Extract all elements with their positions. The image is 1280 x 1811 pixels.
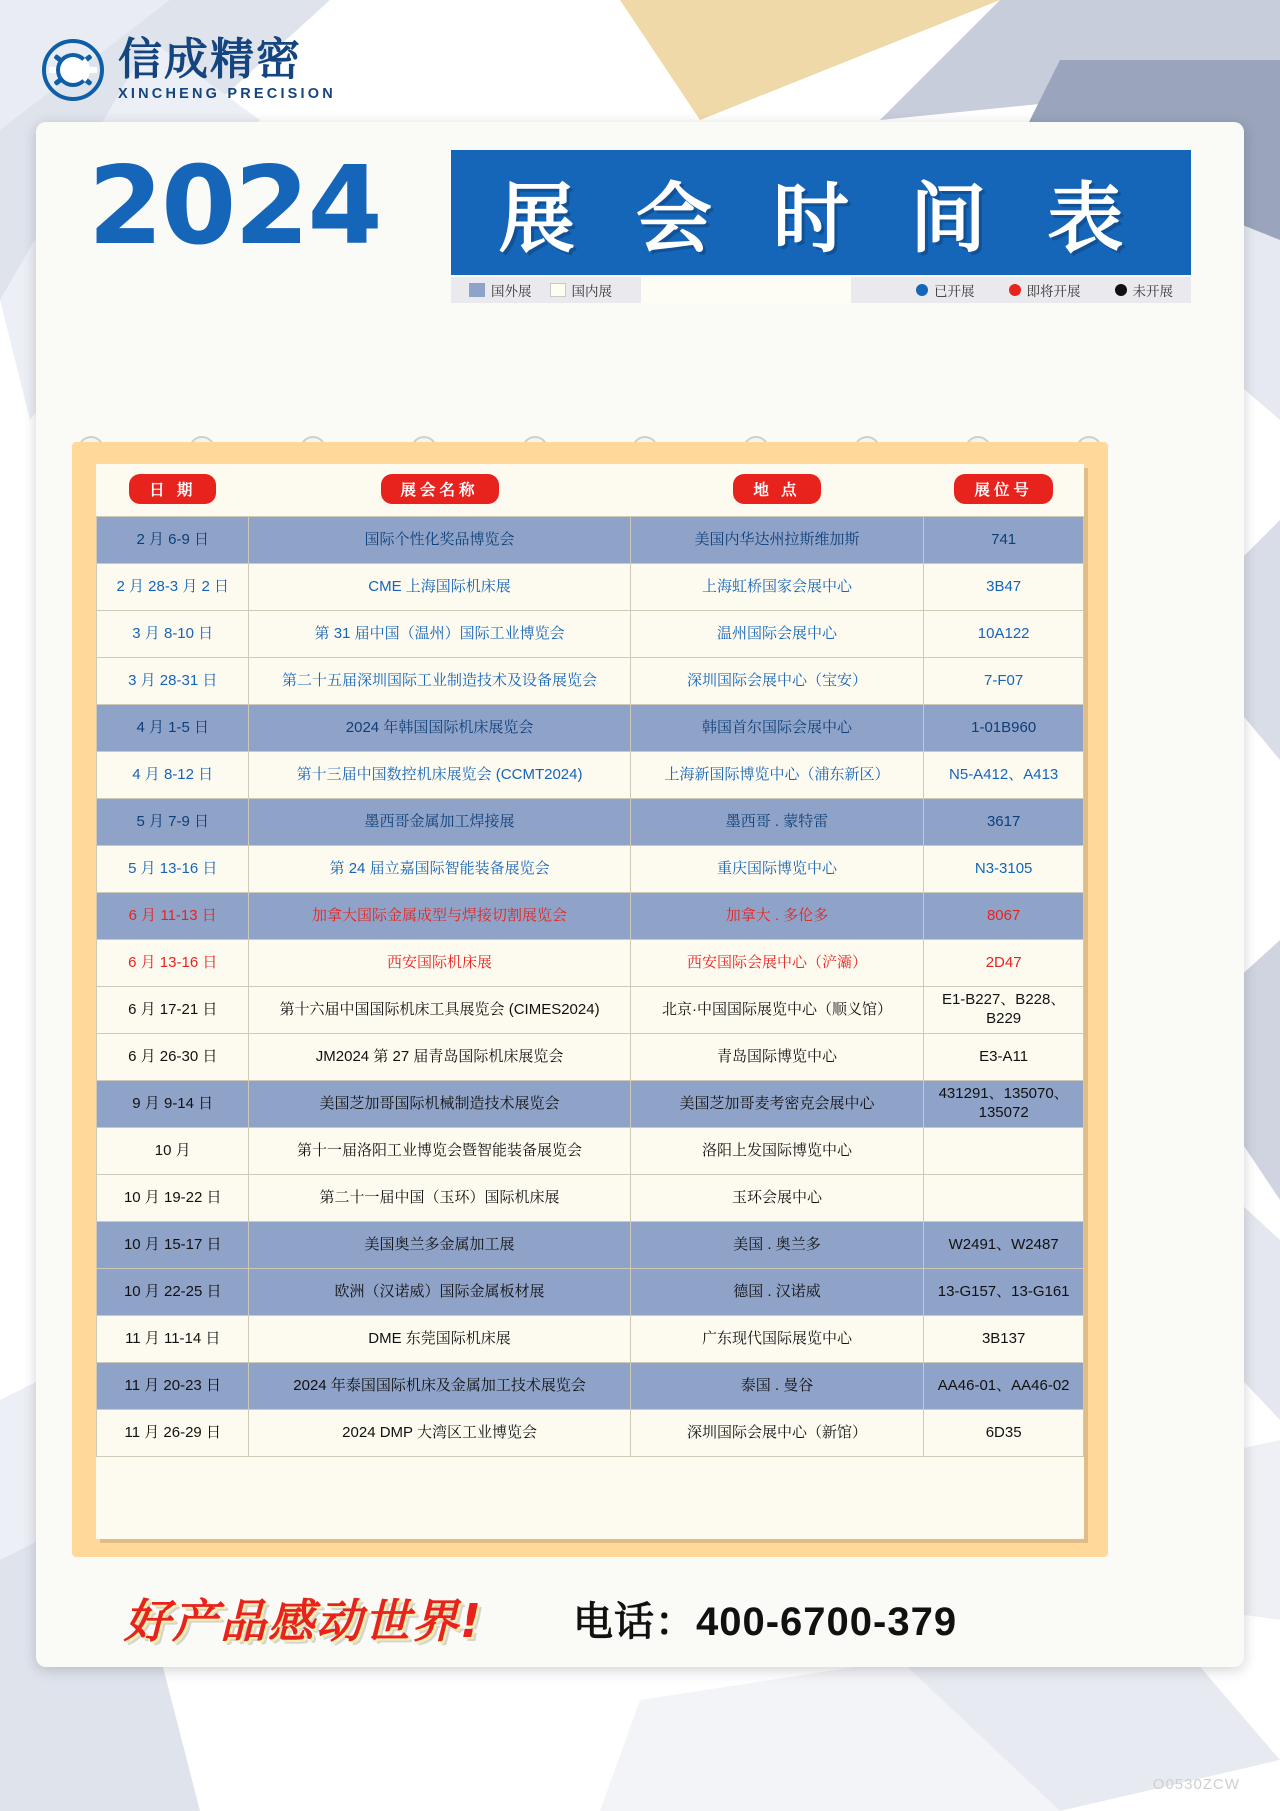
legend-domestic-label: 国内展 [571,284,612,299]
legend-foreign-swatch-icon [469,283,485,297]
exhibition-location: 西安国际会展中心（浐灞） [630,940,924,987]
exhibition-location: 上海新国际博览中心（浦东新区） [630,752,924,799]
exhibition-booth: E3-A11 [924,1034,1084,1081]
exhibition-location: 德国 . 汉诺威 [630,1269,924,1316]
exhibition-name: 美国奥兰多金属加工展 [249,1222,630,1269]
exhibition-date: 2 月 28-3 月 2 日 [97,564,249,611]
schedule-sheet [72,442,1108,1557]
exhibition-location: 泰国 . 曼谷 [630,1363,924,1410]
exhibition-name: 第十一届洛阳工业博览会暨智能装备展览会 [249,1128,630,1175]
exhibition-date: 5 月 13-16 日 [97,846,249,893]
exhibition-date: 9 月 9-14 日 [97,1081,249,1128]
exhibition-name: JM2024 第 27 届青岛国际机床展览会 [249,1034,630,1081]
exhibition-name: 2024 年泰国国际机床及金属加工技术展览会 [249,1363,630,1410]
exhibition-location: 美国内华达州拉斯维加斯 [630,517,924,564]
brand-name-en: XINCHENG PRECISION [118,86,336,102]
table-body [97,517,1084,1457]
table-row [97,1410,1084,1457]
exhibition-booth: AA46-01、AA46-02 [924,1363,1084,1410]
legend-notopened-dot-icon [1115,284,1127,296]
exhibition-date: 4 月 1-5 日 [97,705,249,752]
exhibition-name: 加拿大国际金属成型与焊接切割展览会 [249,893,630,940]
table-row [97,611,1084,658]
exhibition-name: 欧洲（汉诺威）国际金属板材展 [249,1269,630,1316]
exhibition-name: 墨西哥金属加工焊接展 [249,799,630,846]
exhibition-date: 10 月 [97,1128,249,1175]
column-header-date: 日 期 [97,464,249,517]
exhibition-booth: 10A122 [924,611,1084,658]
watermark: O0530ZCW [1152,1776,1240,1793]
table-row [97,1363,1084,1410]
table-row [97,1128,1084,1175]
legend-opened-dot-icon [916,284,928,296]
legend-opened-label: 已开展 [934,284,975,299]
schedule-sheet-inner [96,464,1084,1539]
exhibition-name: 第 24 届立嘉国际智能装备展览会 [249,846,630,893]
exhibition-booth: 1-01B960 [924,705,1084,752]
exhibition-name: 第十三届中国数控机床展览会 (CCMT2024) [249,752,630,799]
brand-logo [42,35,336,102]
exhibition-name: CME 上海国际机床展 [249,564,630,611]
poster-header [36,122,1244,302]
table-row [97,940,1084,987]
table-row [97,658,1084,705]
exhibition-name: 2024 年韩国国际机床展览会 [249,705,630,752]
exhibition-booth: 3617 [924,799,1084,846]
table-row [97,987,1084,1034]
table-row [97,705,1084,752]
exhibition-location: 深圳国际会展中心（新馆） [630,1410,924,1457]
poster-year: 2024 [88,144,381,269]
table-row [97,1081,1084,1128]
exhibition-name: 国际个性化奖品博览会 [249,517,630,564]
exhibition-date: 10 月 15-17 日 [97,1222,249,1269]
exhibition-name: 西安国际机床展 [249,940,630,987]
exhibition-booth: 6D35 [924,1410,1084,1457]
column-header-location: 地 点 [630,464,924,517]
exhibition-booth: W2491、W2487 [924,1222,1084,1269]
exhibition-location: 上海虹桥国家会展中心 [630,564,924,611]
exhibition-booth [924,1175,1084,1222]
slogan: 好产品感动世界! [124,1594,483,1648]
legend-notopened-label: 未开展 [1132,284,1173,299]
exhibition-booth: N5-A412、A413 [924,752,1084,799]
exhibition-date: 11 月 11-14 日 [97,1316,249,1363]
exhibition-location: 玉环会展中心 [630,1175,924,1222]
table-row [97,1034,1084,1081]
exhibition-date: 6 月 26-30 日 [97,1034,249,1081]
exhibition-location: 广东现代国际展览中心 [630,1316,924,1363]
exhibition-location: 美国 . 奥兰多 [630,1222,924,1269]
poster-card [36,122,1244,1667]
table-row [97,564,1084,611]
exhibition-name: 2024 DMP 大湾区工业博览会 [249,1410,630,1457]
exhibition-booth: 8067 [924,893,1084,940]
exhibition-date: 11 月 20-23 日 [97,1363,249,1410]
exhibition-name: 第二十一届中国（玉环）国际机床展 [249,1175,630,1222]
exhibition-booth: 13-G157、13-G161 [924,1269,1084,1316]
exhibition-name: DME 东莞国际机床展 [249,1316,630,1363]
exhibition-name: 第 31 届中国（温州）国际工业博览会 [249,611,630,658]
exhibition-booth: E1-B227、B228、B229 [924,987,1084,1034]
table-row [97,799,1084,846]
exhibition-location: 加拿大 . 多伦多 [630,893,924,940]
table-row [97,517,1084,564]
exhibition-location: 韩国首尔国际会展中心 [630,705,924,752]
exhibition-date: 10 月 19-22 日 [97,1175,249,1222]
exhibition-location: 墨西哥 . 蒙特雷 [630,799,924,846]
exhibition-booth: 3B47 [924,564,1084,611]
exhibition-date: 11 月 26-29 日 [97,1410,249,1457]
exhibition-location: 洛阳上发国际博览中心 [630,1128,924,1175]
exhibition-date: 6 月 11-13 日 [97,893,249,940]
table-row [97,846,1084,893]
exhibition-location: 美国芝加哥麦考密克会展中心 [630,1081,924,1128]
exhibition-booth: 741 [924,517,1084,564]
exhibition-location: 温州国际会展中心 [630,611,924,658]
column-header-name: 展会名称 [249,464,630,517]
exhibition-date: 10 月 22-25 日 [97,1269,249,1316]
exhibition-booth: 3B137 [924,1316,1084,1363]
exhibition-schedule-table [96,464,1084,1457]
exhibition-name: 第二十五届深圳国际工业制造技术及设备展览会 [249,658,630,705]
exhibition-date: 3 月 28-31 日 [97,658,249,705]
legend-upcoming-dot-icon [1009,284,1021,296]
exhibition-date: 2 月 6-9 日 [97,517,249,564]
exhibition-booth: 7-F07 [924,658,1084,705]
exhibition-booth: N3-3105 [924,846,1084,893]
exhibition-date: 4 月 8-12 日 [97,752,249,799]
exhibition-location: 北京·中国国际展览中心（顺义馆） [630,987,924,1034]
contact-phone: 电话：400-6700-379 [572,1599,958,1644]
legend [451,277,1191,303]
legend-upcoming-label: 即将开展 [1026,284,1081,299]
exhibition-date: 3 月 8-10 日 [97,611,249,658]
column-header-booth: 展位号 [924,464,1084,517]
brand-name-cn: 信成精密 [118,35,302,84]
exhibition-name: 第十六届中国国际机床工具展览会 (CIMES2024) [249,987,630,1034]
legend-foreign-label: 国外展 [491,284,532,299]
table-row [97,752,1084,799]
legend-domestic-swatch-icon [550,283,566,297]
exhibition-name: 美国芝加哥国际机械制造技术展览会 [249,1081,630,1128]
exhibition-date: 6 月 17-21 日 [97,987,249,1034]
xincheng-circle-x-logo-icon [42,39,104,101]
table-row [97,1175,1084,1222]
exhibition-date: 6 月 13-16 日 [97,940,249,987]
page-title: 展 会 时 间 表 [498,177,1144,262]
table-header-row [97,464,1084,517]
exhibition-date: 5 月 7-9 日 [97,799,249,846]
table-row [97,1269,1084,1316]
table-row [97,1316,1084,1363]
exhibition-location: 重庆国际博览中心 [630,846,924,893]
exhibition-booth [924,1128,1084,1175]
poster-title-band [451,150,1191,275]
exhibition-location: 深圳国际会展中心（宝安） [630,658,924,705]
exhibition-booth: 431291、135070、135072 [924,1081,1084,1128]
exhibition-location: 青岛国际博览中心 [630,1034,924,1081]
exhibition-booth: 2D47 [924,940,1084,987]
poster-footer [72,1570,1108,1666]
table-row [97,1222,1084,1269]
table-row [97,893,1084,940]
